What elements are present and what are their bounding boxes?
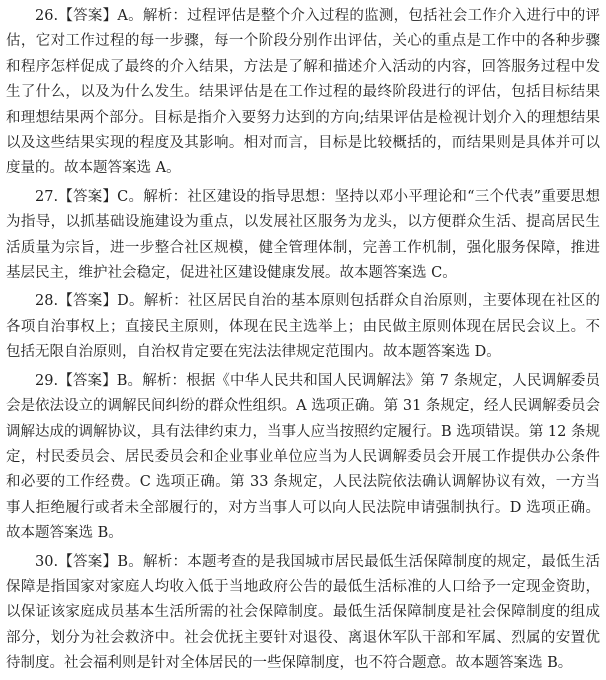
answer-29-explanation: 29.【答案】B。解析：根据《中华人民共和国人民调解法》第 7 条规定，人民调解委员会是依法设立的调解民间纠纷的群众性组织。A 选项正确。第 31 条规定，经人民调解委员会调解达成的调解协议，具有法律约束力，当事人应当按照约定履行。B 选项错误。第 12 条规定，村民委员会、居民委员会和企业事业单位应当为人民调解委员会开展工作提供办公条件和必要的工作经费。C 选项正确。第 33 条规定，人民法院依法确认调解协议有效，一方当事人拒绝履行或者未全部履行的，对方当事人可以向人民法院申请强制执行。D 选项正确。故本题答案选 B。: [6, 372, 600, 542]
answer-26-explanation: 26.【答案】A。解析：过程评估是整个介入过程的监测，包括社会工作介入进行中的评估，它对工作过程的每一步骤，每一个阶段分别作出评估，关心的重点是工作中的各种步骤和程序怎样促成了最终的介入结果，方法是了解和描述介入活动的内容，回答服务过程中发生了什么，以及为什么发生。结果评估是在工作过程的最终阶段进行的评估，包括目标结果和理想结果两个部分。目标是指介入要努力达到的方向;结果评估是检视计划介入的理想结果以及这些结果实现的程度及其影响。相对而言，目标是比较概括的，而结果则是具体并可以度量的。故本题答案选 A。: [6, 8, 600, 177]
answer-document: [6, 4, 600, 680]
answer-30-explanation: 30.【答案】B。解析：本题考查的是我国城市居民最低生活保障制度的规定，最低生活保障是指国家对家庭人均收入低于当地政府公告的最低生活标准的人口给予一定现金资助，以保证该家庭成员基本生活所需的社会保障制度。最低生活保障制度是社会保障制度的组成部分，划分为社会救济中。社会优抚主要针对退役、离退休军队干部和军属、烈属的安置优待制度。社会福利则是针对全体居民的一些保障制度，也不符合题意。故本题答案选 B。: [6, 553, 600, 672]
answer-27-explanation: 27.【答案】C。解析：社区建设的指导思想：坚持以邓小平理论和“三个代表”重要思想为指导，以抓基础设施建设为重点，以发展社区服务为龙头，以方便群众生活、提高居民生活质量为宗旨，进一步整合社区规模，健全管理体制，完善工作机制，强化服务保障，推进基层民主，维护社会稳定，促进社区建设健康发展。故本题答案选 C。: [6, 188, 600, 282]
answer-28-explanation: 28.【答案】D。解析：社区居民自治的基本原则包括群众自治原则，主要体现在社区的各项自治事权上；直接民主原则，体现在民主选举上；由民做主原则体现在居民会议上。不包括无限自治原则，自治权肯定要在宪法法律规定范围内。故本题答案选 D。: [6, 293, 600, 361]
